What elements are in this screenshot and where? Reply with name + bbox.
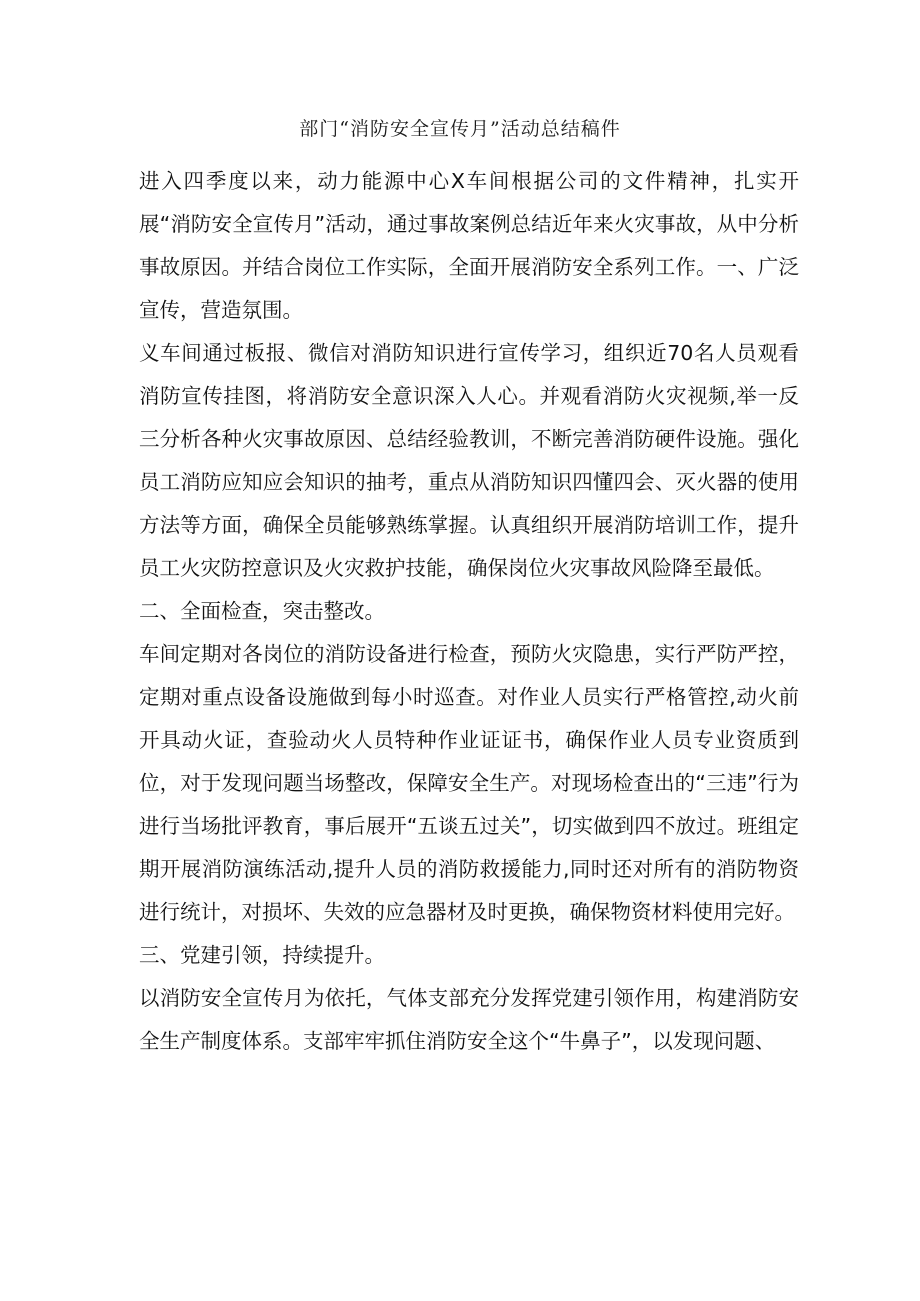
paragraph-publicity: 义车间通过板报、微信对消防知识进行宣传学习，组织近70名人员观看消防宣传挂图，将消防安全意识深入人心。并观看消防火灾视频,举一反三分析各种火灾事故原因、总结经验教训，不断完善消防硬件设施。强化员工消防应知应会知识的抽考，重点从消防知识四懂四会、灭火器的使用方法等方面，确保全员能够熟练掌握。认真组织开展消防培训工作，提升员工火灾防控意识及火灾救护技能，确保岗位火灾事故风险降至最低。 xyxy=(139,341,799,580)
paragraph-inspection: 车间定期对各岗位的消防设备进行检查，预防火灾隐患，实行严防严控，定期对重点设备设施做到每小时巡查。对作业人员实行严格管控,动火前开具动火证，查验动火人员特种作业证证书，确保作业人员专业资质到位，对于发现问题当场整改，保障安全生产。对现场检查出的“三违”行为进行当场批评教育，事后展开“五谈五过关”，切实做到四不放过。班组定期开展消防演练活动,提升人员的消防救援能力,同时还对所有的消防物资进行统计，对损坏、失效的应急器材及时更换，确保物资材料使用完好。 xyxy=(139,642,799,924)
document-title: 部门“消防安全宣传月”活动总结稿件 xyxy=(299,118,621,140)
section-heading-inspection: 二、全面检查，突击整改。 xyxy=(139,599,385,623)
document-body xyxy=(139,160,799,1063)
paragraph-party: 以消防安全宣传月为依托，气体支部充分发挥党建引领作用，构建消防安全生产制度体系。支部牢牢抓住消防安全这个“牛鼻子”，以发现问题、 xyxy=(139,986,799,1053)
paragraph-intro: 进入四季度以来，动力能源中心X车间根据公司的文件精神，扎实开展“消防安全宣传月”活动，通过事故案例总结近年来火灾事故，从中分析事故原因。并结合岗位工作实际，全面开展消防安全系列工作。一、广泛宣传，营造氛围。 xyxy=(139,169,799,322)
section-heading-party: 三、党建引领，持续提升。 xyxy=(139,943,385,967)
